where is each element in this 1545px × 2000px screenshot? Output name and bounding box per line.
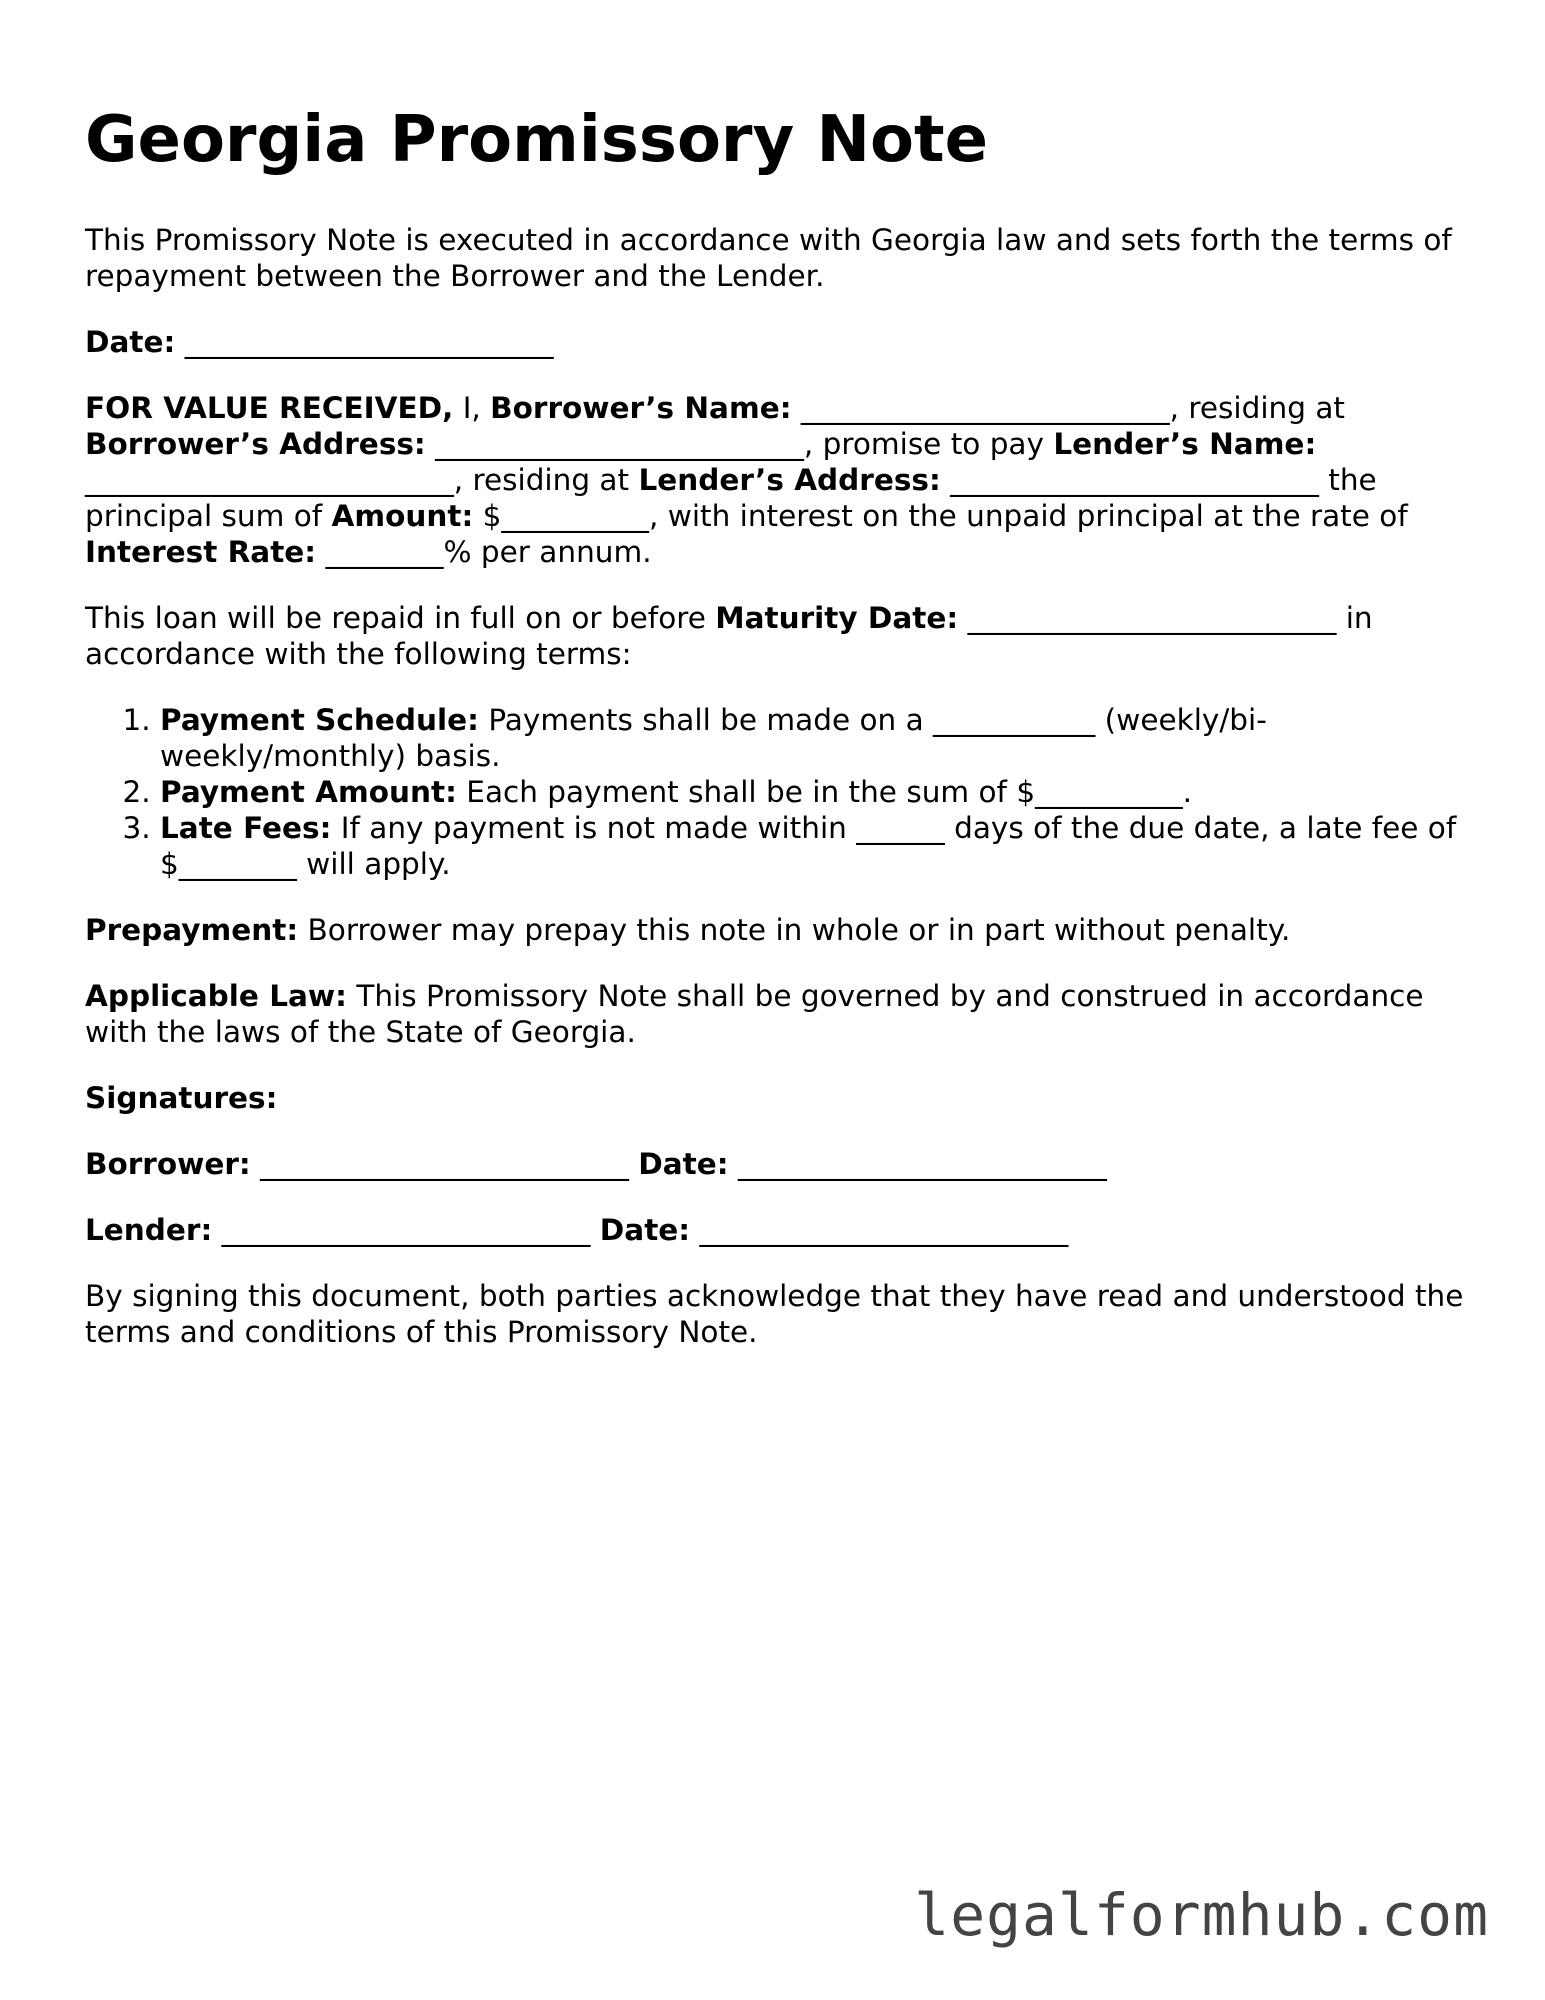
signatures-heading-text: Signatures: <box>85 1081 278 1115</box>
date-line <box>85 324 1465 360</box>
lender-address-label: Lender’s Address: <box>638 463 941 497</box>
lender-date-label: Date: <box>599 1213 691 1247</box>
borrower-signature-label: Borrower: <box>85 1147 251 1181</box>
term-text: Payments shall be made on a ___________ (weekly/bi-weekly/monthly) basis. <box>160 703 1267 773</box>
term-label: Payment Amount: <box>160 775 457 809</box>
text-fragment: , residing at <box>1169 391 1345 425</box>
lender-signature-blank: _________________________ <box>212 1213 600 1247</box>
value-received-paragraph <box>85 390 1465 570</box>
text-fragment: I, <box>453 391 491 425</box>
lender-date-blank: _________________________ <box>690 1213 1069 1247</box>
prepayment-text: Borrower may prepay this note in whole or in part without penalty. <box>298 913 1291 947</box>
interest-rate-blank: ________ <box>316 535 444 569</box>
date-label: Date: <box>85 325 176 359</box>
borrower-date-label: Date: <box>638 1147 729 1181</box>
term-label: Late Fees: <box>160 811 332 845</box>
signatures-heading <box>85 1080 1465 1116</box>
prepayment-paragraph <box>85 912 1465 948</box>
maturity-date-label: Maturity Date: <box>715 601 959 635</box>
text-fragment: , residing at <box>453 463 639 497</box>
borrower-address-label: Borrower’s Address: <box>85 427 426 461</box>
borrower-signature-blank: _________________________ <box>250 1147 639 1181</box>
closing-paragraph: By signing this document, both parties acknowledge that they have read and understood the terms and conditions of this Promissory Note. <box>85 1279 1464 1349</box>
value-received-lead: FOR VALUE RECEIVED, <box>85 391 454 425</box>
borrower-name-label: Borrower’s Name: <box>490 391 792 425</box>
intro-paragraph: This Promissory Note is executed in accordance with Georgia law and sets forth the terms of repayment between the Borrower and the Lender. <box>85 223 1452 293</box>
maturity-date-blank: _________________________ <box>958 601 1337 635</box>
watermark-logo-text: legalformhub.com <box>914 1881 1489 1949</box>
date-blank: _________________________ <box>184 325 554 359</box>
document-title: Georgia Promissory Note <box>85 103 988 177</box>
term-item-payment-schedule <box>160 702 1465 774</box>
text-fragment: in accordance with the following terms: <box>85 601 1373 671</box>
prepayment-label: Prepayment: <box>85 913 299 947</box>
document-page <box>85 100 1465 1380</box>
term-text: Each payment shall be in the sum of $__________. <box>456 775 1192 809</box>
text-fragment: , with interest on the unpaid principal at the rate of <box>648 499 1408 533</box>
lender-address-blank: _________________________ <box>940 463 1319 497</box>
amount-label: Amount: <box>331 499 474 533</box>
borrower-date-blank: _________________________ <box>728 1147 1107 1181</box>
term-label: Payment Schedule: <box>160 703 479 737</box>
lender-name-label: Lender’s Name: <box>1053 427 1317 461</box>
terms-list <box>85 702 1465 882</box>
applicable-law-text: This Promissory Note shall be governed by and construed in accordance with the laws of the State of Georgia. <box>85 979 1424 1049</box>
borrower-signature-line <box>85 1146 1465 1182</box>
applicable-law-label: Applicable Law: <box>85 979 347 1013</box>
amount-blank: $__________ <box>473 499 649 533</box>
text-fragment: % per annum. <box>443 535 652 569</box>
lender-name-blank: _________________________ <box>85 463 454 497</box>
term-item-late-fees <box>160 810 1465 882</box>
borrower-address-blank: _________________________ <box>425 427 804 461</box>
lender-signature-line <box>85 1212 1465 1248</box>
borrower-name-blank: _________________________ <box>791 391 1170 425</box>
interest-rate-label: Interest Rate: <box>85 535 317 569</box>
term-text: If any payment is not made within ______ days of the due date, a late fee of $________ will apply. <box>160 811 1457 881</box>
text-fragment: the principal sum of <box>85 463 1377 533</box>
text-fragment: , promise to pay <box>803 427 1054 461</box>
lender-signature-label: Lender: <box>85 1213 213 1247</box>
text-fragment: This loan will be repaid in full on or before <box>85 601 716 635</box>
term-item-payment-amount <box>160 774 1465 810</box>
applicable-law-paragraph <box>85 978 1465 1050</box>
maturity-paragraph <box>85 600 1465 672</box>
